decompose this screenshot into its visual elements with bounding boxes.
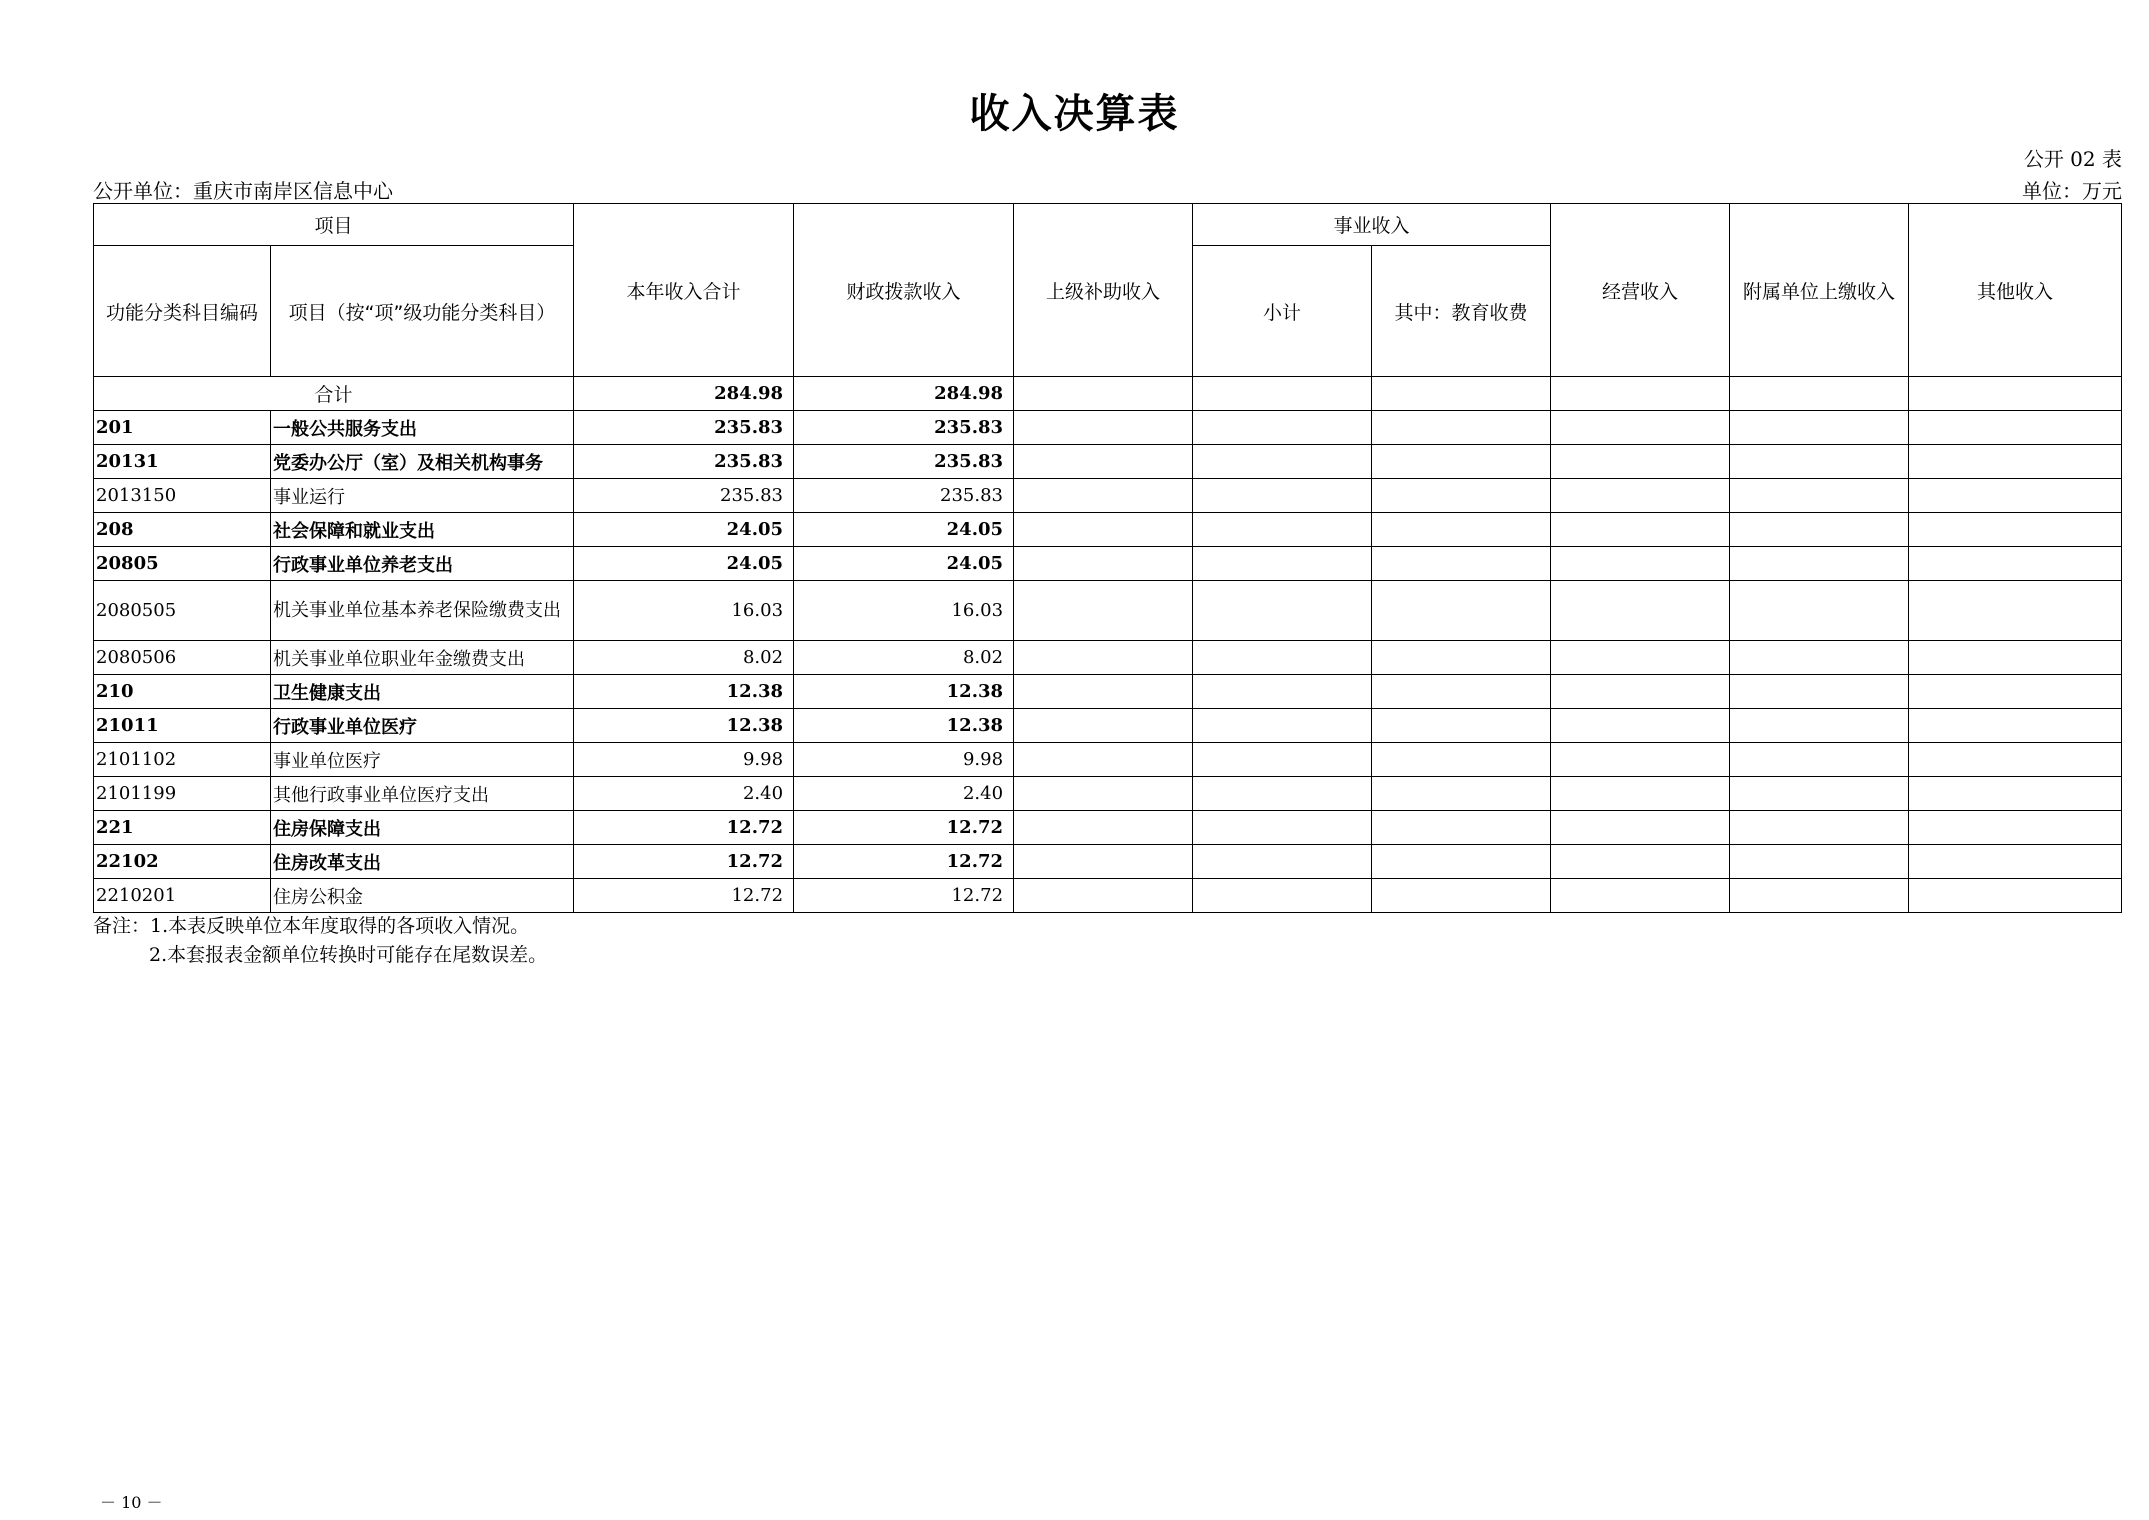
empty-cell [1551, 479, 1730, 513]
total-income-cell: 12.72 [574, 879, 794, 913]
item-name-cell: 事业运行 [271, 479, 574, 513]
empty-cell [1014, 743, 1193, 777]
empty-cell [1193, 811, 1372, 845]
empty-cell [1014, 675, 1193, 709]
empty-cell [1372, 879, 1551, 913]
header-project: 项目 [94, 204, 574, 246]
empty-cell [1730, 411, 1909, 445]
func-code-cell: 2101199 [94, 777, 271, 811]
income-table [93, 203, 2122, 913]
item-name-cell: 其他行政事业单位医疗支出 [271, 777, 574, 811]
page-number: － 10 － [100, 1493, 163, 1512]
empty-cell [1372, 811, 1551, 845]
func-code-cell: 20805 [94, 547, 271, 581]
empty-cell [1730, 743, 1909, 777]
form-number: 公开 02 表 [2023, 147, 2122, 171]
empty-cell [1193, 709, 1372, 743]
empty-cell [1014, 411, 1193, 445]
empty-cell [1372, 675, 1551, 709]
item-name-cell: 行政事业单位养老支出 [271, 547, 574, 581]
table-row [94, 709, 2122, 743]
note-2: 2.本套报表金额单位转换时可能存在尾数误差。 [149, 944, 548, 966]
total-income-cell: 9.98 [574, 743, 794, 777]
fiscal-cell: 24.05 [794, 547, 1014, 581]
empty-cell [1909, 709, 2122, 743]
func-code-cell: 2013150 [94, 479, 271, 513]
total-income-cell: 2.40 [574, 777, 794, 811]
func-code-cell: 221 [94, 811, 271, 845]
unit-label: 单位：万元 [2022, 179, 2122, 203]
empty-cell [1014, 445, 1193, 479]
empty-cell [1372, 513, 1551, 547]
fiscal-cell: 235.83 [794, 445, 1014, 479]
table-row [94, 879, 2122, 913]
empty-cell [1909, 777, 2122, 811]
empty-cell [1372, 641, 1551, 675]
item-name-cell: 社会保障和就业支出 [271, 513, 574, 547]
empty-cell [1193, 377, 1372, 411]
item-name-cell: 事业单位医疗 [271, 743, 574, 777]
header-affiliated: 附属单位上缴收入 [1730, 204, 1909, 377]
fiscal-cell: 9.98 [794, 743, 1014, 777]
fiscal-cell: 12.38 [794, 709, 1014, 743]
empty-cell [1730, 445, 1909, 479]
item-name-cell: 住房公积金 [271, 879, 574, 913]
fiscal-cell: 235.83 [794, 479, 1014, 513]
func-code-cell: 2210201 [94, 879, 271, 913]
empty-cell [1193, 675, 1372, 709]
empty-cell [1193, 743, 1372, 777]
table-row [94, 777, 2122, 811]
item-name-cell: 卫生健康支出 [271, 675, 574, 709]
table-row [94, 479, 2122, 513]
total-income-cell: 284.98 [574, 377, 794, 411]
empty-cell [1909, 513, 2122, 547]
empty-cell [1372, 845, 1551, 879]
page-title: 收入决算表 [969, 91, 1180, 137]
func-code-cell: 21011 [94, 709, 271, 743]
fiscal-cell: 24.05 [794, 513, 1014, 547]
empty-cell [1730, 513, 1909, 547]
func-code-cell: 22102 [94, 845, 271, 879]
empty-cell [1909, 581, 2122, 641]
empty-cell [1014, 845, 1193, 879]
empty-cell [1909, 479, 2122, 513]
header-subtotal: 小计 [1193, 246, 1372, 377]
func-code-cell: 201 [94, 411, 271, 445]
item-name-cell: 住房改革支出 [271, 845, 574, 879]
empty-cell [1551, 675, 1730, 709]
empty-cell [1014, 581, 1193, 641]
fiscal-cell: 12.72 [794, 879, 1014, 913]
fiscal-cell: 12.72 [794, 811, 1014, 845]
table-row [94, 641, 2122, 675]
header-superior-subsidy: 上级补助收入 [1014, 204, 1193, 377]
table-row [94, 547, 2122, 581]
total-income-cell: 12.38 [574, 709, 794, 743]
fiscal-cell: 8.02 [794, 641, 1014, 675]
header-fiscal: 财政拨款收入 [794, 204, 1014, 377]
empty-cell [1551, 513, 1730, 547]
empty-cell [1193, 411, 1372, 445]
empty-cell [1014, 777, 1193, 811]
total-income-cell: 16.03 [574, 581, 794, 641]
empty-cell [1372, 743, 1551, 777]
empty-cell [1014, 479, 1193, 513]
empty-cell [1909, 411, 2122, 445]
empty-cell [1014, 879, 1193, 913]
table-row [94, 445, 2122, 479]
empty-cell [1909, 845, 2122, 879]
empty-cell [1730, 879, 1909, 913]
empty-cell [1730, 581, 1909, 641]
empty-cell [1909, 743, 2122, 777]
header-education-fee: 其中：教育收费 [1372, 246, 1551, 377]
func-code-cell: 208 [94, 513, 271, 547]
empty-cell [1909, 811, 2122, 845]
empty-cell [1014, 811, 1193, 845]
table-row [94, 675, 2122, 709]
empty-cell [1909, 445, 2122, 479]
empty-cell [1372, 377, 1551, 411]
total-fiscal-cell: 284.98 [794, 377, 1014, 411]
table-row [94, 743, 2122, 777]
total-label: 合计 [94, 377, 574, 411]
func-code-cell: 210 [94, 675, 271, 709]
empty-cell [1730, 479, 1909, 513]
empty-cell [1014, 377, 1193, 411]
total-income-cell: 235.83 [574, 445, 794, 479]
header-operating: 经营收入 [1551, 204, 1730, 377]
total-income-cell: 8.02 [574, 641, 794, 675]
empty-cell [1730, 777, 1909, 811]
total-row [94, 377, 2122, 411]
header-func-code: 功能分类科目编码 [94, 246, 271, 377]
item-name-cell: 一般公共服务支出 [271, 411, 574, 445]
header-business-income: 事业收入 [1193, 204, 1551, 246]
total-income-cell: 235.83 [574, 479, 794, 513]
empty-cell [1551, 641, 1730, 675]
empty-cell [1730, 709, 1909, 743]
fiscal-cell: 2.40 [794, 777, 1014, 811]
fiscal-cell: 12.38 [794, 675, 1014, 709]
empty-cell [1551, 411, 1730, 445]
empty-cell [1730, 845, 1909, 879]
table-row [94, 513, 2122, 547]
empty-cell [1372, 581, 1551, 641]
empty-cell [1193, 641, 1372, 675]
empty-cell [1372, 411, 1551, 445]
table-row [94, 411, 2122, 445]
empty-cell [1014, 641, 1193, 675]
item-name-cell: 住房保障支出 [271, 811, 574, 845]
func-code-cell: 2101102 [94, 743, 271, 777]
empty-cell [1551, 377, 1730, 411]
empty-cell [1730, 641, 1909, 675]
table-row [94, 581, 2122, 641]
empty-cell [1372, 547, 1551, 581]
empty-cell [1551, 777, 1730, 811]
empty-cell [1014, 513, 1193, 547]
empty-cell [1551, 581, 1730, 641]
empty-cell [1730, 377, 1909, 411]
item-name-cell: 机关事业单位职业年金缴费支出 [271, 641, 574, 675]
org-label: 公开单位：重庆市南岸区信息中心 [93, 179, 393, 203]
item-name-cell: 行政事业单位医疗 [271, 709, 574, 743]
empty-cell [1730, 675, 1909, 709]
empty-cell [1014, 709, 1193, 743]
empty-cell [1551, 811, 1730, 845]
total-income-cell: 24.05 [574, 513, 794, 547]
empty-cell [1909, 641, 2122, 675]
empty-cell [1551, 845, 1730, 879]
empty-cell [1551, 743, 1730, 777]
empty-cell [1193, 845, 1372, 879]
fiscal-cell: 16.03 [794, 581, 1014, 641]
total-income-cell: 24.05 [574, 547, 794, 581]
empty-cell [1909, 675, 2122, 709]
empty-cell [1372, 777, 1551, 811]
header-other: 其他收入 [1909, 204, 2122, 377]
empty-cell [1551, 445, 1730, 479]
empty-cell [1909, 879, 2122, 913]
empty-cell [1193, 879, 1372, 913]
empty-cell [1193, 777, 1372, 811]
empty-cell [1193, 581, 1372, 641]
empty-cell [1193, 547, 1372, 581]
fiscal-cell: 12.72 [794, 845, 1014, 879]
empty-cell [1372, 709, 1551, 743]
func-code-cell: 20131 [94, 445, 271, 479]
item-name-cell: 党委办公厅（室）及相关机构事务 [271, 445, 574, 479]
empty-cell [1551, 547, 1730, 581]
empty-cell [1730, 811, 1909, 845]
total-income-cell: 12.72 [574, 811, 794, 845]
header-item-name: 项目（按“项”级功能分类科目） [271, 246, 574, 377]
total-income-cell: 12.38 [574, 675, 794, 709]
header-total-income: 本年收入合计 [574, 204, 794, 377]
empty-cell [1730, 547, 1909, 581]
item-name-cell: 机关事业单位基本养老保险缴费支出 [271, 581, 574, 641]
table-row [94, 811, 2122, 845]
note-1: 备注：1.本表反映单位本年度取得的各项收入情况。 [93, 915, 530, 937]
empty-cell [1551, 709, 1730, 743]
total-income-cell: 235.83 [574, 411, 794, 445]
total-income-cell: 12.72 [574, 845, 794, 879]
empty-cell [1909, 377, 2122, 411]
empty-cell [1193, 513, 1372, 547]
empty-cell [1014, 547, 1193, 581]
empty-cell [1909, 547, 2122, 581]
func-code-cell: 2080505 [94, 581, 271, 641]
empty-cell [1372, 445, 1551, 479]
empty-cell [1551, 879, 1730, 913]
empty-cell [1372, 479, 1551, 513]
empty-cell [1193, 445, 1372, 479]
notes [93, 912, 547, 970]
empty-cell [1193, 479, 1372, 513]
func-code-cell: 2080506 [94, 641, 271, 675]
fiscal-cell: 235.83 [794, 411, 1014, 445]
table-row [94, 845, 2122, 879]
